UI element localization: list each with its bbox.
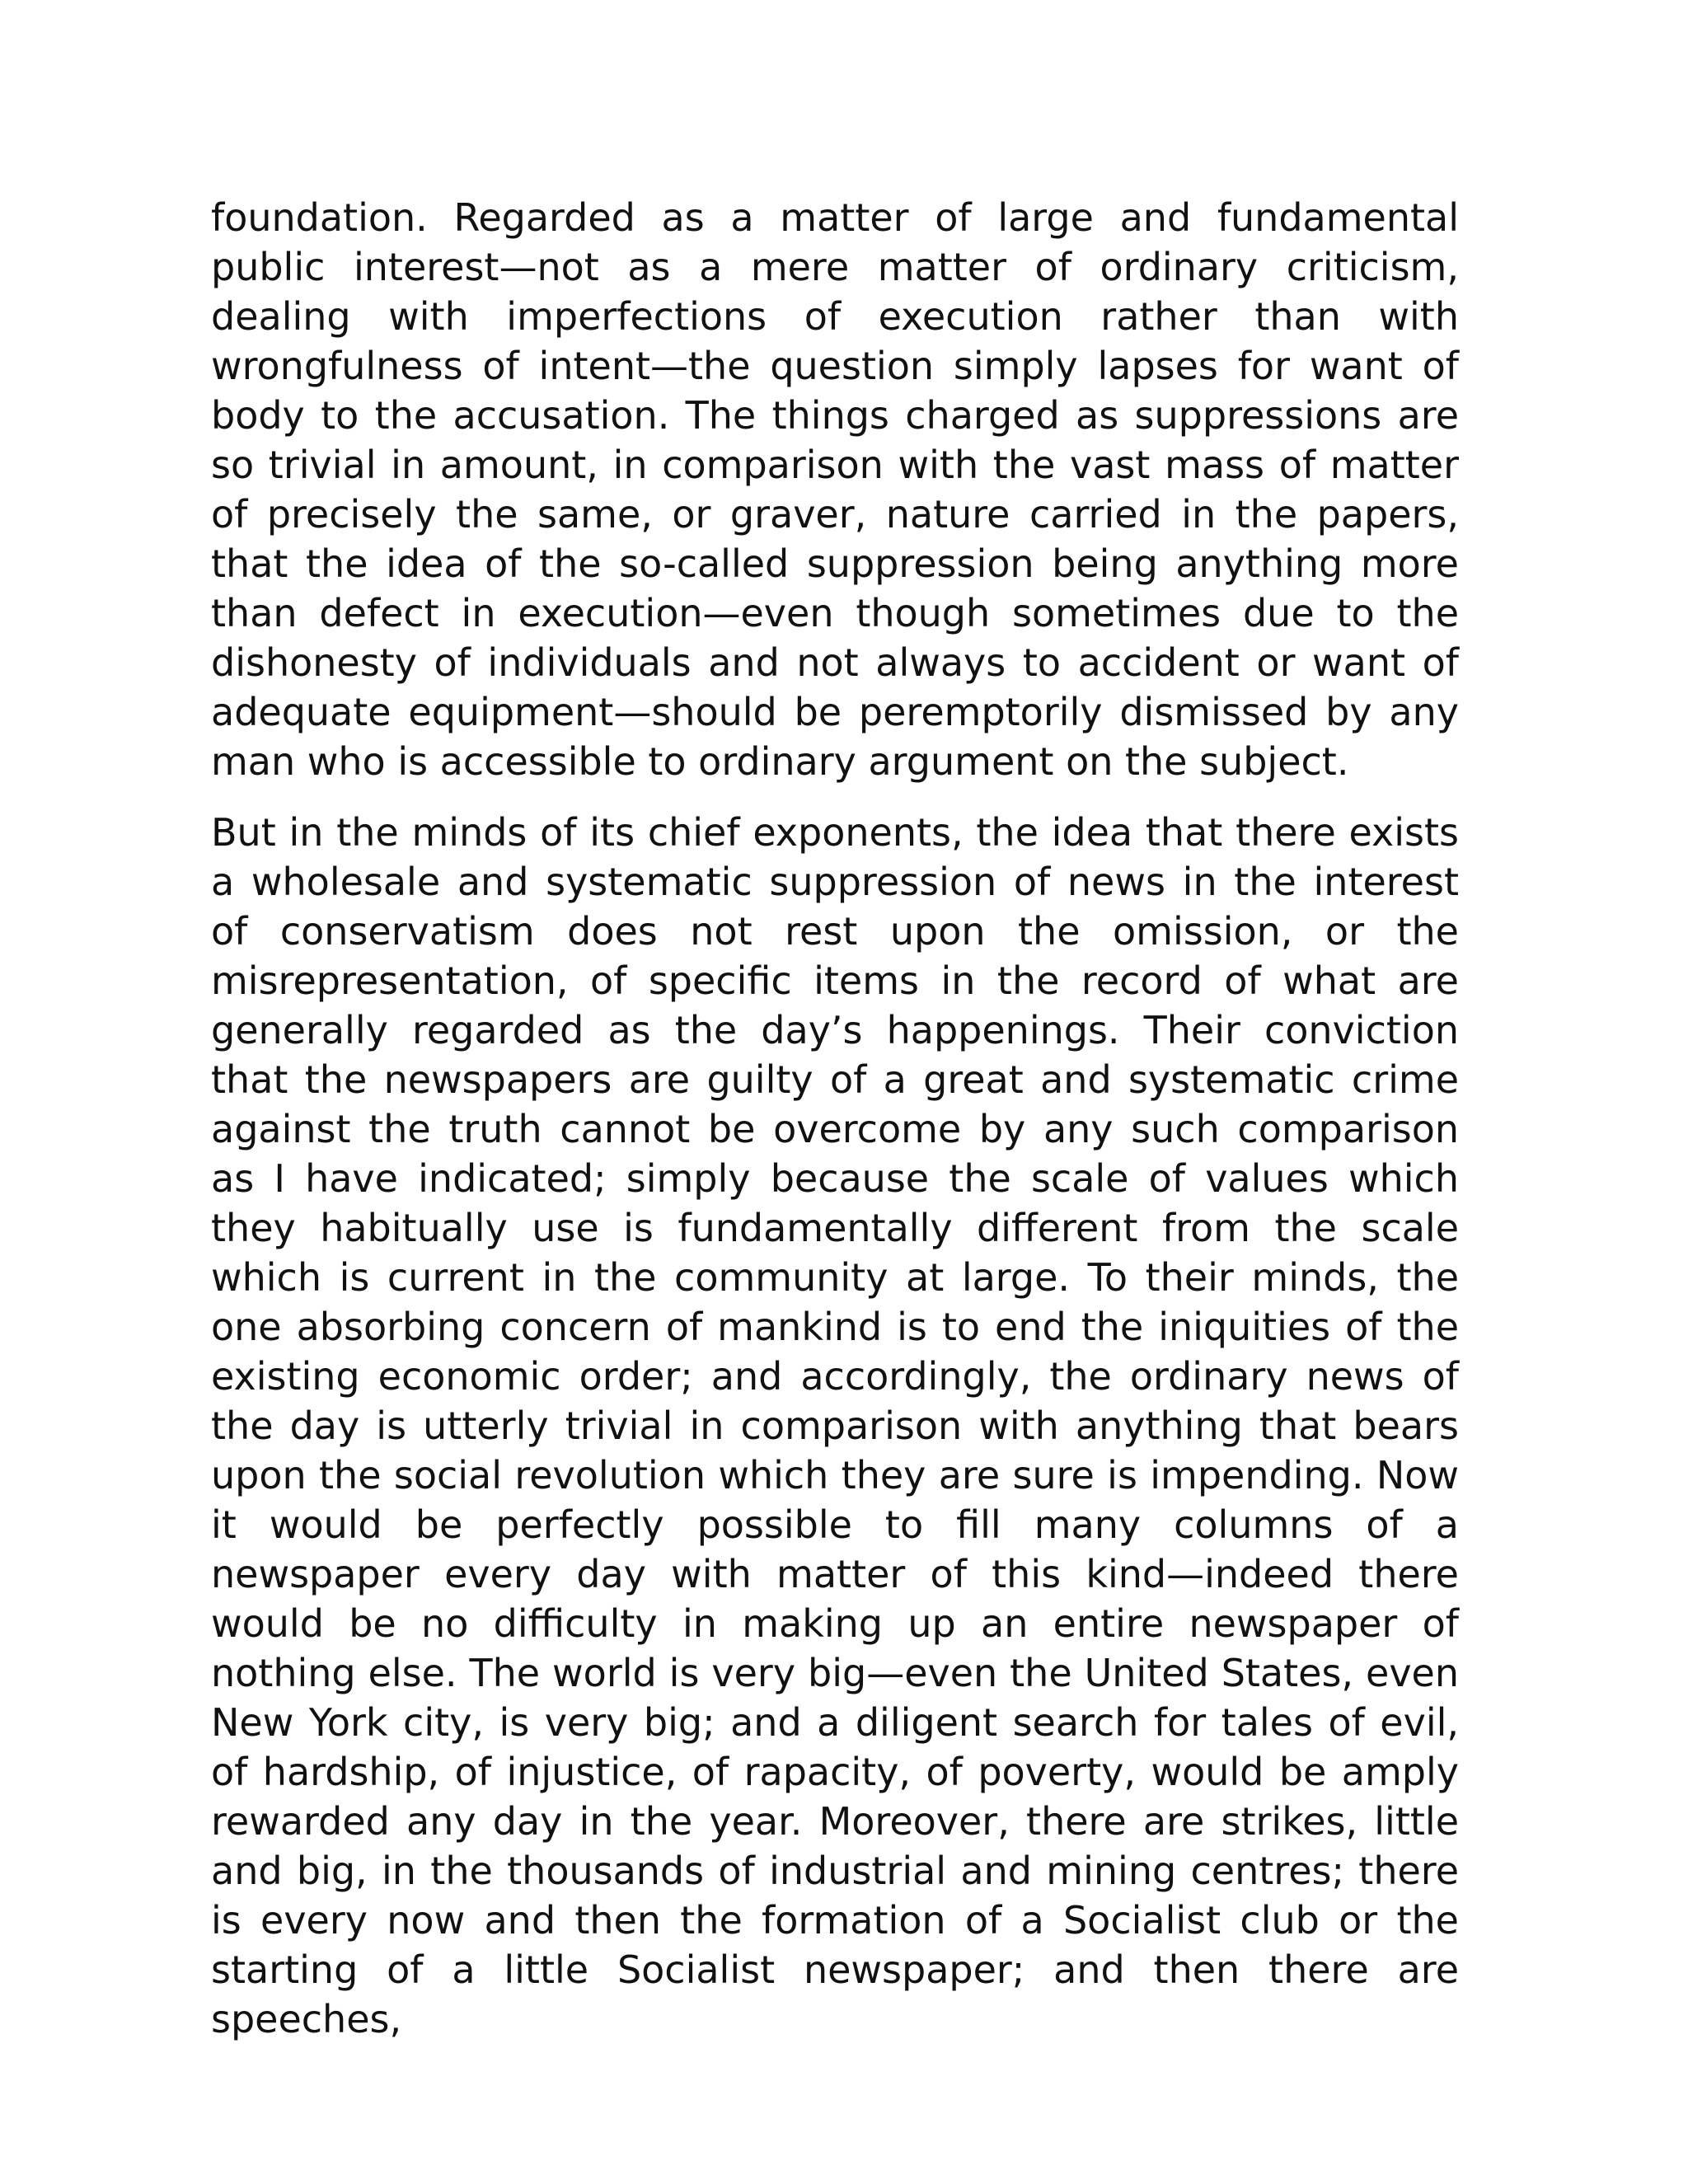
body-text (211, 193, 1459, 2044)
paragraph-1: foundation. Regarded as a matter of large and fundamental public interest—not as a mere matter of ordinary criticism, dealing with imperfections of execution rather than with wrongfulness of intent—the question simply lapses for want of body to the accusation. The things charged as suppressions are so trivial in amount, in comparison with the vast mass of matter of precisely the same, or graver, nature carried in the papers, that the idea of the so-called suppression being anything more than defect in execution—even though sometimes due to the dishonesty of individuals and not always to accident or want of adequate equipment—should be peremptorily dismissed by any man who is accessible to ordinary argument on the subject. (211, 195, 1459, 784)
paragraph-2: But in the minds of its chief exponents, the idea that there exists a wholesale and systematic suppression of news in the interest of conservatism does not rest upon the omission, or the misrepresentation, of specific items in the record of what are generally regarded as the day’s happenings. Their conviction that the newspapers are guilty of a great and systematic crime against the truth cannot be overcome by any such comparison as I have indicated; simply because the scale of values which they habitually use is fundamentally different from the scale which is current in the community at large. To their minds, the one absorbing concern of mankind is to end the iniquities of the existing economic order; and accordingly, the ordinary news of the day is utterly trivial in comparison with anything that bears upon the social revolution which they are sure is impending. Now it would be perfectly possible to fill many columns of a newspaper every day with matter of this kind—indeed there would be no difficulty in making up an entire newspaper of nothing else. The world is very big—even the United States, even New York city, is very big; and a diligent search for tales of evil, of hardship, of injustice, of rapacity, of poverty, would be amply rewarded any day in the year. Moreover, there are strikes, little and big, in the thousands of industrial and mining centres; there is every now and then the formation of a Socialist club or the starting of a little Socialist newspaper; and then there are speeches, (211, 810, 1459, 2041)
